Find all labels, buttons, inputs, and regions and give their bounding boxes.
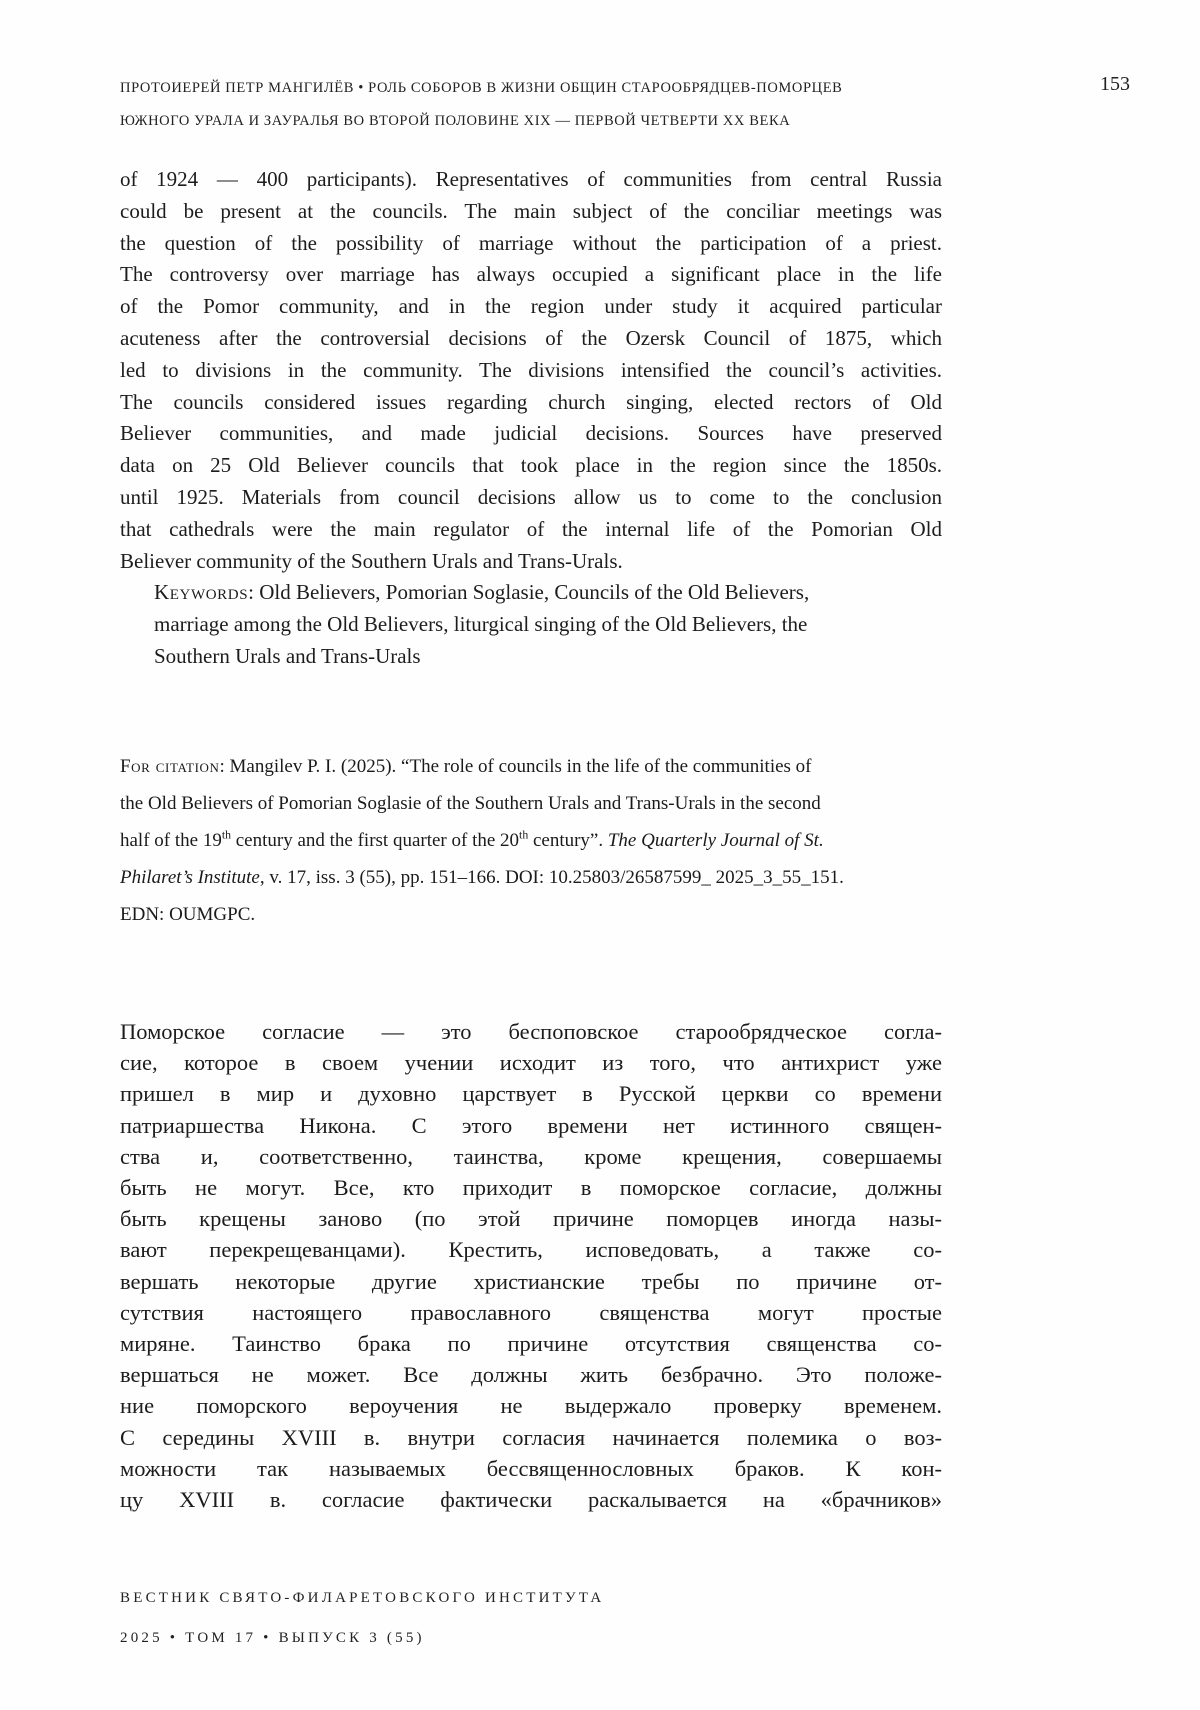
text-segment: : Mangilev P. I. (2025). “The role of councils in the life of the communities of xyxy=(219,756,812,777)
text-line xyxy=(120,785,882,822)
text-line xyxy=(120,1047,942,1078)
text-segment: миряне. Таинство брака по причине отсутствия священства со- xyxy=(120,1331,942,1357)
text-line xyxy=(120,514,942,546)
text-line xyxy=(120,546,942,578)
text-line xyxy=(120,105,950,138)
text-segment: For citation xyxy=(120,756,220,777)
text-segment: th xyxy=(519,828,529,842)
text-segment: that cathedrals were the main regulator of the internal life of the Pomorian Old xyxy=(120,516,942,541)
text-line xyxy=(154,577,916,609)
text-segment: until 1925. Materials from council decisions allow us to come to the conclusion xyxy=(120,484,942,509)
text-segment: сутствия настоящего православного священства могут простые xyxy=(120,1299,942,1325)
text-segment: сие, которое в своем учении исходит из того, что антихрист уже xyxy=(120,1050,942,1076)
text-line xyxy=(120,72,950,105)
text-line xyxy=(120,1618,820,1658)
text-line xyxy=(154,609,916,641)
text-segment: пришел в мир и духовно царствует в Русской церкви со времени xyxy=(120,1081,942,1107)
text-line xyxy=(120,1390,942,1421)
text-segment: Believer communities, and made judicial decisions. Sources have preserved xyxy=(120,421,942,446)
text-line xyxy=(120,896,882,933)
text-line xyxy=(120,1078,942,1109)
text-segment: The councils considered issues regarding church singing, elected rectors of Old xyxy=(120,389,942,414)
journal-footer xyxy=(120,1578,820,1658)
text-line xyxy=(120,1203,942,1234)
text-segment: ВЕСТНИК СВЯТО-ФИЛАРЕТОВСКОГО ИНСТИТУТА xyxy=(120,1590,605,1606)
page-number: 153 xyxy=(1100,73,1130,95)
text-line xyxy=(120,822,882,859)
text-segment: вершать некоторые другие христианские требы по причине от- xyxy=(120,1268,942,1294)
text-line xyxy=(120,418,942,450)
text-line xyxy=(120,1359,942,1390)
text-segment: С середины XVIII в. внутри согласия начинается полемика о воз- xyxy=(120,1424,942,1450)
text-segment: можности так называемых бессвященнословных браков. К кон- xyxy=(120,1455,942,1481)
text-segment: century”. xyxy=(528,830,608,851)
text-line xyxy=(120,1172,942,1203)
keywords-block xyxy=(154,577,916,672)
text-segment: Поморское согласие — это беспоповское старообрядческое согла- xyxy=(120,1019,942,1044)
text-line xyxy=(120,1578,820,1618)
text-segment: The Quarterly Journal of St. xyxy=(607,830,824,851)
text-segment: of 1924 — 400 participants). Representatives of communities from central Russia xyxy=(120,167,942,191)
text-segment: of the Pomor community, and in the region under study it acquired particular xyxy=(120,294,942,319)
text-segment: half of the 19 xyxy=(120,830,222,851)
text-segment: Philaret’s Institute xyxy=(120,867,260,888)
text-segment: ЮЖНОГО УРАЛА И ЗАУРАЛЬЯ ВО ВТОРОЙ ПОЛОВИНЕ XIX — ПЕРВОЙ ЧЕТВЕРТИ XX ВЕКА xyxy=(120,113,791,129)
text-segment: вают перекрещеванцами). Крестить, исповедовать, а также со- xyxy=(120,1237,942,1263)
text-line xyxy=(120,259,942,291)
text-segment: ства и, соответственно, таинства, кроме крещения, совершаемы xyxy=(120,1143,942,1169)
text-segment: century and the first quarter of the 20 xyxy=(230,830,520,851)
text-segment: быть крещены заново (по этой причине поморцев иногда назы- xyxy=(120,1206,942,1232)
text-line xyxy=(120,1453,942,1484)
running-head xyxy=(120,72,950,138)
text-segment: the Old Believers of Pomorian Soglasie of the Southern Urals and Trans-Urals in the second xyxy=(120,793,821,814)
text-segment: ПРОТОИЕРЕЙ ПЕТР МАНГИЛЁВ • РОЛЬ СОБОРОВ В ЖИЗНИ ОБЩИН СТАРООБРЯДЦЕВ-ПОМОРЦЕВ xyxy=(120,80,843,96)
text-segment: th xyxy=(221,828,231,842)
text-segment: быть не могут. Все, кто приходит в поморское согласие, должны xyxy=(120,1175,942,1201)
text-segment: цу XVIII в. согласие фактически раскалывается на «брачников» xyxy=(120,1487,942,1513)
text-line xyxy=(120,291,942,323)
text-segment: вершаться не может. Все должны жить безбрачно. Это положе- xyxy=(120,1362,942,1388)
text-segment: Southern Urals and Trans-Urals xyxy=(154,643,421,668)
text-segment: , v. 17, iss. 3 (55), pp. 151–166. DOI: 10.25803/26587599_ 2025_3_55_151. xyxy=(259,867,844,888)
text-line xyxy=(120,196,942,228)
text-line xyxy=(120,1016,942,1047)
text-segment: The controversy over marriage has always occupied a significant place in the life xyxy=(120,262,942,287)
text-line xyxy=(120,1484,942,1515)
text-segment: led to divisions in the community. The divisions intensified the council’s activities. xyxy=(120,357,942,382)
text-line xyxy=(120,1141,942,1172)
text-segment: marriage among the Old Believers, liturgical singing of the Old Believers, the xyxy=(154,611,808,636)
text-line xyxy=(120,1110,942,1141)
text-segment: : Old Believers, Pomorian Soglasie, Councils of the Old Believers, xyxy=(248,580,810,604)
text-line xyxy=(120,1266,942,1297)
text-line xyxy=(120,355,942,387)
text-line xyxy=(120,748,882,785)
article-body xyxy=(120,1016,942,1515)
text-line xyxy=(120,323,942,355)
text-line xyxy=(120,164,942,196)
text-segment: acuteness after the controversial decisions of the Ozersk Council of 1875, which xyxy=(120,325,942,350)
text-line xyxy=(120,482,942,514)
abstract-text xyxy=(120,164,942,577)
text-segment: EDN: OUMGPC. xyxy=(120,904,256,925)
text-line xyxy=(120,859,882,896)
text-segment: патриаршества Никона. С этого времени нет истинного священ- xyxy=(120,1112,942,1138)
text-line xyxy=(154,641,916,673)
text-segment: data on 25 Old Believer councils that took place in the region since the 1850s. xyxy=(120,453,942,478)
text-line xyxy=(120,228,942,260)
text-segment: ние поморского вероучения не выдержало проверку временем. xyxy=(120,1393,942,1419)
text-line xyxy=(120,450,942,482)
text-segment: 2025 • ТОМ 17 • ВЫПУСК 3 (55) xyxy=(120,1630,425,1646)
text-line xyxy=(120,1422,942,1453)
text-segment: Believer community of the Southern Urals and Trans-Urals. xyxy=(120,548,623,573)
text-line xyxy=(120,387,942,419)
text-line xyxy=(120,1297,942,1328)
text-line xyxy=(120,1234,942,1265)
text-segment: the question of the possibility of marriage without the participation of a priest. xyxy=(120,230,942,255)
text-segment: could be present at the councils. The main subject of the conciliar meetings was xyxy=(120,198,942,223)
citation-block xyxy=(120,748,882,933)
text-line xyxy=(120,1328,942,1359)
text-segment: Keywords xyxy=(154,580,249,604)
